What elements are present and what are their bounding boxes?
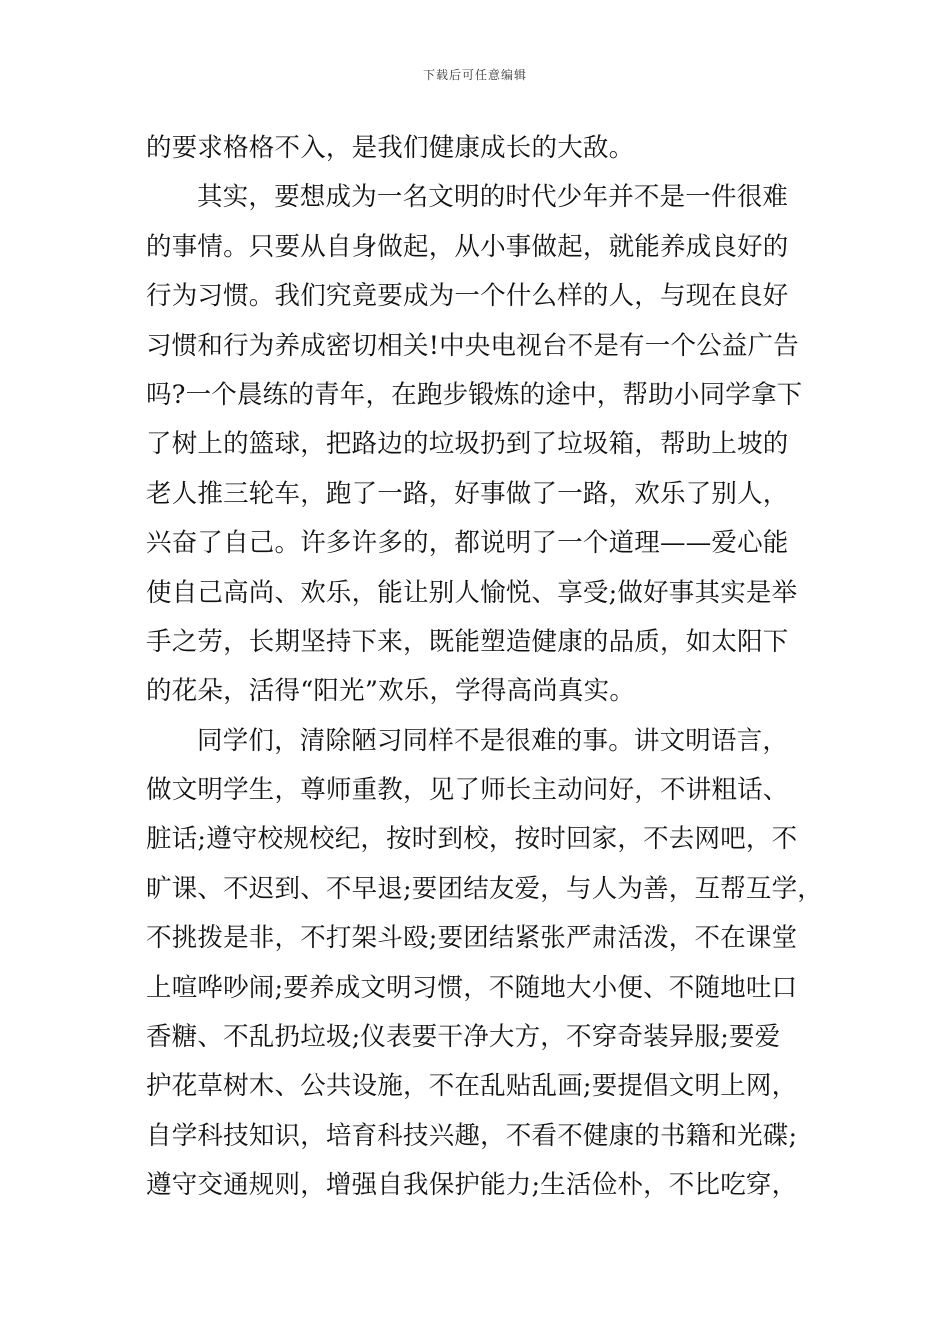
text-line: 习惯和行为养成密切相关!中央电视台不是有一个公益广告 (146, 330, 799, 361)
text-line: 不挑拨是非，不打架斗殴;要团结紧张严肃活泼，不在课堂 (146, 923, 798, 954)
paragraph-start-line: 同学们，清除陋习同样不是很难的事。讲文明语言， (197, 725, 789, 756)
text-line: 吗?一个晨练的青年，在跑步锻炼的途中，帮助小同学拿下 (146, 379, 803, 410)
text-line: 的事情。只要从自身做起，从小事做起，就能养成良好的 (146, 231, 789, 262)
text-line: 香糖、不乱扔垃圾;仪表要干净大方，不穿奇装异服;要爱 (146, 1022, 781, 1053)
text-line: 手之劳，长期坚持下来，既能塑造健康的品质，如太阳下 (146, 626, 789, 657)
text-line: 护花草树木、公共设施，不在乱贴乱画;要提倡文明上网， (146, 1071, 798, 1102)
document-body (146, 124, 826, 1211)
page-header: 下载后可任意编辑 (422, 68, 527, 82)
text-line: 使自己高尚、欢乐，能让别人愉悦、享受;做好事其实是举 (146, 577, 798, 608)
text-line: 老人推三轮车，跑了一路，好事做了一路，欢乐了别人， (146, 478, 789, 509)
text-line: 遵守交通规则，增强自我保护能力;生活俭朴，不比吃穿， (146, 1170, 798, 1201)
text-line: 上喧哗吵闹;要养成文明习惯，不随地大小便、不随地吐口 (146, 972, 798, 1003)
text-line: 旷课、不迟到、不早退;要团结友爱，与人为善，互帮互学， (146, 873, 823, 904)
text-line: 的要求格格不入，是我们健康成长的大敌。 (146, 133, 635, 163)
text-line: 兴奋了自己。许多许多的，都说明了一个道理——爱心能 (146, 528, 789, 559)
text-line: 做文明学生，尊师重教，见了师长主动问好，不讲粗话、 (146, 775, 789, 806)
text-line: 脏话;遵守校规校纪，按时到校，按时回家，不去网吧，不 (146, 824, 798, 855)
text-line: 行为习惯。我们究竟要成为一个什么样的人，与现在良好 (146, 281, 789, 312)
text-line: 了树上的篮球，把路边的垃圾扔到了垃圾箱，帮助上坡的 (146, 429, 789, 460)
text-line: 的花朵，活得“阳光”欢乐，学得高尚真实。 (146, 676, 636, 707)
paragraph-start-line: 其实，要想成为一名文明的时代少年并不是一件很难 (197, 182, 789, 213)
text-line: 自学科技知识，培育科技兴趣，不看不健康的书籍和光碟; (146, 1120, 798, 1151)
